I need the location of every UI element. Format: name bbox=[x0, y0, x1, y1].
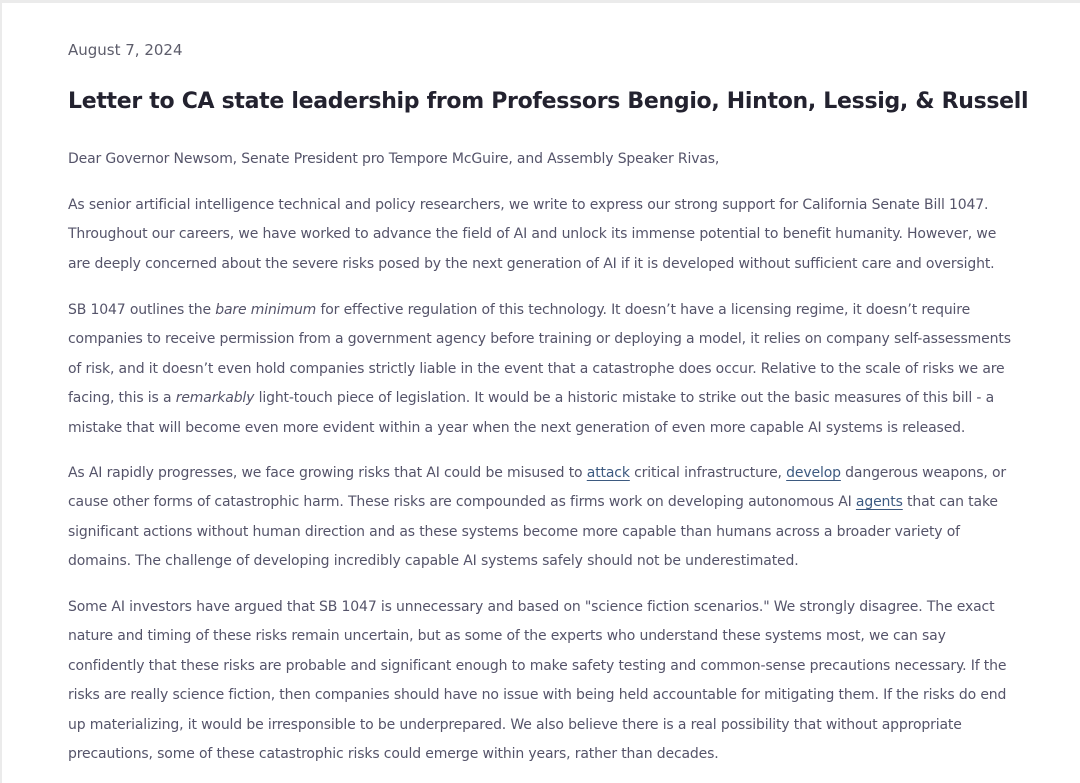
letter-salutation: Dear Governor Newsom, Senate President pro Tempore McGuire, and Assembly Speaker Rivas, bbox=[68, 151, 720, 167]
paragraph-3 bbox=[68, 459, 1018, 577]
paragraph-2 bbox=[68, 296, 1018, 443]
link-attack[interactable]: attack bbox=[586, 465, 630, 481]
paragraph-4: Some AI investors have argued that SB 1047 is unnecessary and based on "science fiction scenarios." We strongly disagree. The exact nature and timing of these risks remain uncertain, but as some of the experts who understand these systems most, we can say confidently that these risks are probable and significant enough to make safety testing and common-sense precautions necessary. If the risks are really science fiction, then companies should have no issue with being held accountable for mitigating them. If the risks do end up materializing, it would be irresponsible to be underprepared. We also believe there is a real possibility that without appropriate precautions, some of these catastrophic risks could emerge within years, rather than decades. bbox=[68, 599, 1007, 763]
emphasis-bare-minimum: bare minimum bbox=[215, 302, 317, 318]
letter-date: August 7, 2024 bbox=[68, 41, 183, 59]
paragraph-3-text-4: that can take significant actions without human direction and as these systems become more capable than humans across a broader variety of domains. The challenge of developing incredibly capable AI systems safely should not be underestimated. bbox=[68, 494, 998, 570]
paragraph-2-text-2: for effective regulation of this technology. It doesn’t have a licensing regime, it doesn’t require companies to receive permission from a government agency before training or deploying a model, it relies on company self-assessments of risk, and it doesn’t even hold companies strictly liable in the event that a catastrophe does occur. Relative to the scale of risks we are facing, this is a bbox=[68, 302, 1011, 407]
letter-title: Letter to CA state leadership from Professors Bengio, Hinton, Lessig, & Russell bbox=[68, 89, 1029, 114]
paragraph-2-text-3: light-touch piece of legislation. It would be a historic mistake to strike out the basic measures of this bill - a mistake that will become even more evident within a year when the next generation of even more capable AI systems is released. bbox=[68, 390, 995, 436]
paragraph-1: As senior artificial intelligence technical and policy researchers, we write to express our strong support for California Senate Bill 1047. Throughout our careers, we have worked to advance the field of AI and unlock its immense potential to benefit humanity. However, we are deeply concerned about the severe risks posed by the next generation of AI if it is developed without sufficient care and oversight. bbox=[68, 197, 997, 272]
paragraph-2-text-1: SB 1047 outlines the bbox=[68, 302, 216, 318]
paragraph-3-text-1: As AI rapidly progresses, we face growing risks that AI could be misused to bbox=[68, 465, 587, 481]
paragraph-3-text-3: dangerous weapons, or cause other forms of catastrophic harm. These risks are compounded as firms work on developing autonomous AI bbox=[68, 465, 1006, 511]
link-develop[interactable]: develop bbox=[786, 465, 841, 481]
link-agents[interactable]: agents bbox=[855, 494, 903, 511]
page bbox=[2, 3, 1080, 783]
emphasis-remarkably: remarkably bbox=[175, 390, 255, 407]
paragraph-3-text-2: critical infrastructure, bbox=[629, 465, 787, 481]
